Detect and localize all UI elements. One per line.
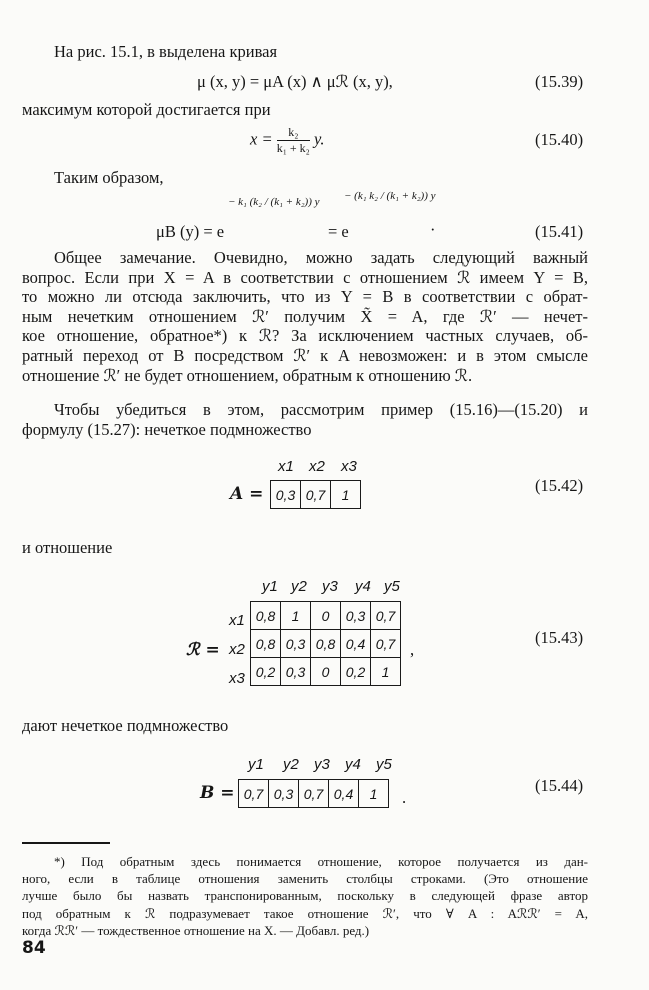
relation-table bbox=[250, 601, 401, 686]
remark-line: ным нечетким отношением ℛ′ получим X̃ = A, где ℛ′ — нечет- bbox=[22, 306, 588, 326]
intro-text: На рис. 15.1, в выделена кривая bbox=[54, 42, 278, 61]
relation-cell: 1 bbox=[281, 602, 311, 630]
relation-col-header: y1 bbox=[262, 578, 278, 595]
relation-cell: 0,8 bbox=[251, 630, 281, 658]
set-a-label: A = bbox=[230, 484, 264, 504]
equation-number-15-41: (15.41) bbox=[535, 222, 584, 241]
eq-15-40-denominator: k₁ + k₂ bbox=[276, 141, 310, 155]
relation-cell: 0,3 bbox=[281, 630, 311, 658]
set-a-cell: 0,3 bbox=[271, 481, 301, 509]
verify-paragraph bbox=[22, 400, 588, 439]
relation-cell: 0 bbox=[311, 602, 341, 630]
equation-number-15-40: (15.40) bbox=[535, 130, 584, 149]
set-b-cell: 0,7 bbox=[299, 780, 329, 808]
footnote-line: под обратным к ℛ подразумевает такое отношение ℛ′, что ∀ A : Aℛℛ′ = A, bbox=[22, 905, 588, 921]
thus-text: Таким образом, bbox=[54, 168, 164, 187]
eq-15-41-lhs: μB (y) = e bbox=[156, 222, 225, 241]
set-b-header: y4 bbox=[345, 756, 361, 773]
relation-col-header: y2 bbox=[291, 578, 307, 595]
set-a-header: x1 bbox=[278, 458, 294, 475]
set-b-header: y5 bbox=[376, 756, 392, 773]
eq-15-41-dot: · bbox=[430, 220, 436, 239]
gives-text: дают нечеткое подмножество bbox=[22, 716, 229, 735]
set-b-header: y1 bbox=[248, 756, 264, 773]
remark-line: Общее замечание. Очевидно, можно задать следующий важный bbox=[54, 248, 588, 267]
footnote-line: когда ℛℛ′ — тождественное отношение на X. — Добавл. ред.) bbox=[22, 922, 370, 938]
set-b-header: y2 bbox=[283, 756, 299, 773]
footnote bbox=[22, 853, 588, 939]
remark-paragraph bbox=[22, 248, 588, 385]
remark-line: ратный переход от B посредством ℛ′ к A невозможен: и в этом смысле bbox=[22, 345, 588, 365]
relation-cell: 0,4 bbox=[341, 630, 371, 658]
set-a-table bbox=[270, 480, 361, 509]
relation-cell: 0,3 bbox=[281, 658, 311, 686]
relation-cell: 0,2 bbox=[341, 658, 371, 686]
relation-row-header: x1 bbox=[229, 612, 245, 629]
eq-15-40-numerator: k₂ bbox=[277, 125, 310, 141]
relation-cell: 0,8 bbox=[311, 630, 341, 658]
verify-line: Чтобы убедиться в этом, рассмотрим пример (15.16)—(15.20) и bbox=[54, 400, 588, 419]
footnote-line: лучше было бы назвать транспонированным, поскольку в следующей фразе автор bbox=[22, 888, 588, 904]
relation-trailing-comma: , bbox=[410, 640, 415, 659]
relation-row-header: x2 bbox=[229, 641, 245, 658]
relation-cell: 0,2 bbox=[251, 658, 281, 686]
equation-number-15-42: (15.42) bbox=[535, 476, 584, 495]
remark-line: то можно ли отсюда заключить, что из Y = B в соответствии с обрат- bbox=[22, 287, 588, 307]
relation-row-header: x3 bbox=[229, 670, 245, 687]
relation-cell: 1 bbox=[371, 658, 401, 686]
page-number: 84 bbox=[22, 938, 46, 958]
set-a-cell: 1 bbox=[331, 481, 361, 509]
footnote-line: *) Под обратным здесь понимается отношение, которое получается из дан- bbox=[54, 854, 588, 869]
remark-line: отношение ℛ′ не будет отношением, обратным к отношению ℛ. bbox=[22, 365, 473, 385]
relation-col-header: y5 bbox=[384, 578, 400, 595]
and-relation-text: и отношение bbox=[22, 538, 113, 557]
eq-15-40-fraction bbox=[277, 125, 310, 156]
relation-col-header: y4 bbox=[355, 578, 371, 595]
equation-number-15-44: (15.44) bbox=[535, 776, 584, 795]
relation-cell: 0,8 bbox=[251, 602, 281, 630]
set-a-header: x3 bbox=[341, 458, 357, 475]
maximum-text: максимум которой достигается при bbox=[22, 100, 271, 119]
set-b-trailing-period: . bbox=[402, 788, 407, 807]
footnote-line: ного, если в таблице отношения заменить столбцы строками. (Это отношение bbox=[22, 871, 588, 887]
remark-line: вопрос. Если при X = A в соответствии с отношением ℛ имеем Y = B, bbox=[22, 267, 588, 287]
remark-line: кое отношение, обратное*) к ℛ? За исключением частных случаев, об- bbox=[22, 326, 588, 346]
set-b-header: y3 bbox=[314, 756, 330, 773]
equation-15-39: μ (x, y) = μA (x) ∧ μℛ (x, y), bbox=[197, 72, 393, 91]
set-b-cell: 0,4 bbox=[329, 780, 359, 808]
eq-15-40-rhs: y. bbox=[313, 129, 325, 149]
equation-number-15-43: (15.43) bbox=[535, 628, 584, 647]
relation-col-header: y3 bbox=[322, 578, 338, 595]
equation-15-40 bbox=[250, 125, 325, 156]
set-a-header: x2 bbox=[309, 458, 325, 475]
eq-15-41-mid: = e bbox=[328, 222, 349, 241]
eq-15-40-lhs: x = bbox=[250, 129, 273, 149]
relation-cell: 0 bbox=[311, 658, 341, 686]
set-b-label: B = bbox=[200, 783, 235, 803]
set-a-cell: 0,7 bbox=[301, 481, 331, 509]
eq-15-41-exponent-1: − k₁ (k₂ / (k₁ + k₂)) y bbox=[228, 196, 320, 208]
relation-label: ℛ = bbox=[186, 640, 220, 660]
set-b-cell: 1 bbox=[359, 780, 389, 808]
verify-line: формулу (15.27): нечеткое подмножество bbox=[22, 419, 312, 439]
equation-number-15-39: (15.39) bbox=[535, 72, 584, 91]
footnote-separator bbox=[22, 842, 110, 844]
set-b-cell: 0,3 bbox=[269, 780, 299, 808]
set-b-cell: 0,7 bbox=[239, 780, 269, 808]
set-b-table bbox=[238, 779, 389, 808]
relation-cell: 0,7 bbox=[371, 602, 401, 630]
relation-cell: 0,3 bbox=[341, 602, 371, 630]
relation-cell: 0,7 bbox=[371, 630, 401, 658]
eq-15-41-exponent-2: − (k₁ k₂ / (k₁ + k₂)) y bbox=[344, 190, 436, 202]
